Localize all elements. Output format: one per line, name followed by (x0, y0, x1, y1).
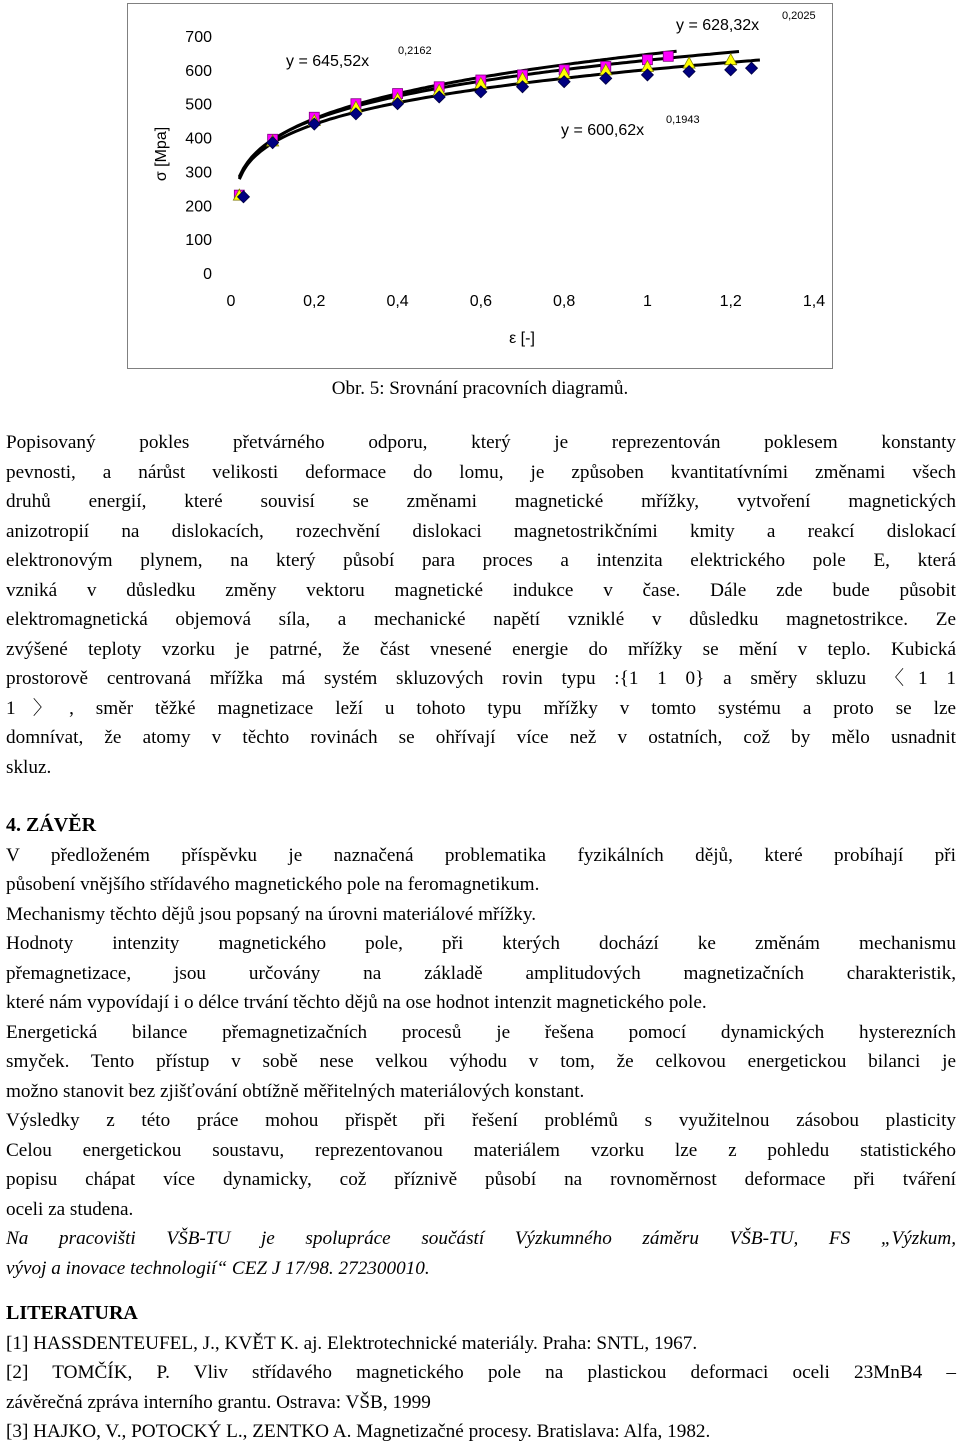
conclusion-p1-line: V předloženém příspěvku je naznačená problematika fyzikálních dějů, které probíhají při (6, 844, 956, 866)
conclusion-section (6, 811, 956, 1283)
fit-exponent-1: 0,2162 (398, 45, 432, 57)
fit-equation-2: y = 628,32x (676, 17, 760, 34)
body-paragraph-line: elektronovým plynem, na který působí para proces a intenzita elektrického pole E, která (6, 550, 956, 571)
references-heading: LITERATURA (6, 1302, 138, 1324)
y-tick-label: 300 (185, 164, 212, 182)
data-point-triangle (725, 54, 737, 65)
y-tick-label: 200 (185, 198, 212, 216)
x-tick-label: 0,2 (303, 293, 326, 310)
fit-equation-3: y = 600,62x (561, 122, 645, 139)
conclusion-paragraph-3 (6, 929, 956, 1018)
y-tick-label: 400 (185, 130, 212, 148)
body-paragraph-line: elektromagnetická objemová síla, a mechanické napětí vzniklé v důsledku magnetostrikce. Ze (6, 609, 956, 630)
chart-frame (127, 3, 833, 369)
conclusion-p5-line: popisu chápat více dynamicky, což příznivě působí na rovnoměrnost deformace při tváření (6, 1169, 956, 1190)
y-tick-label: 700 (185, 29, 212, 46)
body-paragraph-line: vzniká v důsledku změny vektoru magnetické indukce v čase. Dále zde bude působit (6, 579, 956, 601)
conclusion-p5-line: Výsledky z této práce mohou přispět při řešení problémů s využitelnou zásobou plasticity (6, 1110, 956, 1131)
x-axis-label: ε [-] (509, 330, 535, 347)
body-paragraph-line: Popisovaný pokles přetvárného odporu, který je reprezentován poklesem konstanty (6, 432, 956, 453)
references-list (6, 1329, 956, 1447)
body-paragraph-line: prostorově centrovaná mřížka má systém skluzových rovin typu :{1 1 0} a směry skluzu 〈1 1 (6, 668, 956, 689)
conclusion-p4-line: smyček. Tento přístup v sobě nese velkou výhodu v tom, že celkovou energetickou bilanci je (6, 1051, 956, 1072)
y-tick-label: 0 (203, 266, 212, 283)
conclusion-p5-line: oceli za studena. (6, 1198, 134, 1220)
fit-equation-1: y = 645,52x (286, 53, 370, 70)
acknowledgement (6, 1224, 956, 1283)
conclusion-p4-line: možno stanovit bez zjišťování obtížně měřitelných materiálových konstant. (6, 1080, 585, 1102)
acknowledgement-line: vývoj a inovace technologií“ CEZ J 17/98. 272300010. (6, 1257, 430, 1279)
conclusion-paragraph-5 (6, 1106, 956, 1224)
y-tick-label: 600 (185, 62, 212, 80)
reference-item: [3] HAJKO, V., POTOCKÝ L., ZENTKO A. Magnetizačné procesy. Bratislava: Alfa, 1982. (6, 1421, 711, 1442)
x-tick-label: 1 (642, 293, 652, 310)
data-point-diamond (725, 64, 737, 76)
x-tick-label: 1,4 (802, 293, 826, 310)
acknowledgement-line: Na pracovišti VŠB-TU je spolupráce součástí Výzkumného záměru VŠB-TU, FS „Výzkum, (6, 1228, 956, 1249)
body-paragraph-line: 1〉, směr těžké magnetizace leží u tohoto typu mřížky v tomto systému a proto se lze (6, 697, 956, 719)
reference-item: závěrečná zpráva interního grantu. Ostrava: VŠB, 1999 (6, 1391, 431, 1413)
x-tick-label: 0,4 (386, 293, 409, 310)
x-tick-label: 0 (226, 293, 236, 310)
data-point-square (663, 51, 673, 61)
body-paragraph-line: anizotropií na dislokacích, rozechvění dislokaci magnetostrikčními kmity a reakcí dislokací (6, 520, 956, 542)
y-tick-label: 100 (185, 232, 212, 250)
conclusion-paragraph-4 (6, 1018, 956, 1107)
references-section (6, 1299, 956, 1447)
x-tick-label: 1,2 (719, 293, 742, 310)
body-paragraph-line: zvýšené teploty vzorku je patrné, že část vnesené energie do mřížky se mění v teplo. Kubická (6, 638, 956, 660)
reference-item: [2] TOMČÍK, P. Vliv střídavého magnetického pole na plastickou deformaci oceli 23MnB4 – (6, 1362, 956, 1383)
y-axis-label: σ [Mpa] (153, 126, 170, 182)
conclusion-p3-line: které nám vypovídají i o délce trvání těchto dějů na ose hodnot intenzit magnetického pole. (6, 992, 707, 1013)
conclusion-p4-line: Energetická bilance přemagnetizačních procesů je řešena pomocí dynamických hysterezních (6, 1021, 956, 1043)
reference-item: [1] HASSDENTEUFEL, J., KVĚT K. aj. Elektrotechnické materiály. Praha: SNTL, 1967. (6, 1332, 698, 1354)
stress-strain-chart (128, 4, 832, 368)
y-tick-label: 500 (185, 96, 212, 114)
conclusion-paragraph-1 (6, 841, 956, 900)
body-paragraph-line: skluz. (6, 756, 52, 778)
body-paragraph (6, 428, 956, 782)
data-point-diamond (746, 62, 758, 74)
body-paragraph-line: pevnosti, a nárůst velikosti deformace do lomu, je způsoben kvantitatívními změnami všech (6, 461, 956, 483)
fit-exponent-2: 0,2025 (782, 10, 816, 22)
conclusion-p1-line: působení vnějšího střídavého magnetického pole na feromagnetikum. (6, 874, 540, 895)
conclusion-heading: 4. ZÁVĚR (6, 814, 97, 836)
figure-caption: Obr. 5: Srovnání pracovních diagramů. (331, 378, 629, 399)
x-tick-label: 0,6 (469, 293, 492, 310)
conclusion-p3-line: Hodnoty intenzity magnetického pole, při kterých dochází ke změnám mechanismu (6, 933, 956, 954)
fit-exponent-3: 0,1943 (666, 114, 700, 126)
x-tick-label: 0,8 (553, 293, 576, 310)
body-paragraph-line: domnívat, že atomy v těchto rovinách se ohřívají více než v ostatních, což by mělo usnadnit (6, 727, 956, 748)
body-paragraph-line: druhů energií, které souvisí se změnami magnetické mřížky, vytvoření magnetických (6, 491, 956, 512)
conclusion-p5-line: Celou energetickou soustavu, reprezentovanou materiálem vzorku lze z pohledu statistického (6, 1139, 956, 1161)
conclusion-p3-line: přemagnetizace, jsou určovány na základě amplitudových magnetizačních charakteristik, (6, 962, 956, 984)
conclusion-paragraph-2: Mechanismy těchto dějů jsou popsaný na úrovni materiálové mřížky. (6, 903, 537, 925)
